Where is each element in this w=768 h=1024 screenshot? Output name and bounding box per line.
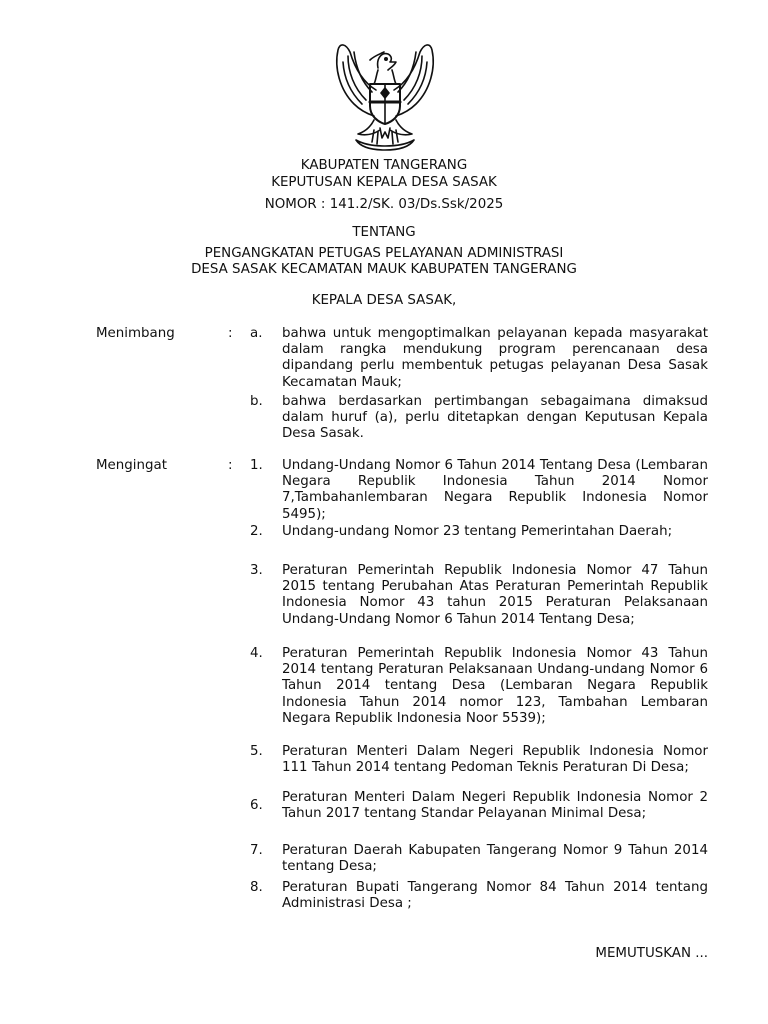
- list-item-text: Peraturan Menteri Dalam Negeri Republik Indonesia Nomor 111 Tahun 2014 tentang Pedoman Teknis Peraturan Di Desa;: [282, 744, 708, 776]
- list-item-marker: 6.: [250, 798, 263, 813]
- list-item-marker: 4.: [250, 646, 263, 661]
- garuda-emblem-icon: [330, 38, 440, 156]
- decree-title: KEPUTUSAN KEPALA DESA SASAK: [271, 175, 497, 190]
- menimbang-label: Menimbang: [96, 326, 175, 341]
- list-item-marker: 7.: [250, 843, 263, 858]
- list-item-text: Undang-Undang Nomor 6 Tahun 2014 Tentang Desa (Lembaran Negara Republik Indonesia Tahun 2014 Nomor 7,Tambahanlembaran Negara Republik Indonesia Nomor 5495);: [282, 458, 708, 522]
- list-item-marker: 3.: [250, 563, 263, 578]
- list-item-text: Peraturan Daerah Kabupaten Tangerang Nomor 9 Tahun 2014 tentang Desa;: [282, 843, 708, 875]
- list-item-marker: b.: [250, 394, 263, 409]
- mengingat-colon: :: [228, 458, 233, 473]
- subject-line-1: PENGANGKATAN PETUGAS PELAYANAN ADMINISTRASI: [204, 246, 564, 261]
- list-item-text: Peraturan Pemerintah Republik Indonesia Nomor 47 Tahun 2015 tentang Perubahan Atas Peraturan Pemerintah Republik Indonesia Nomor 43 tahun 2015 Peraturan Pelaksanaan Undang-Undang Nomor 6 Tahun 2014 Tentang Desa;: [282, 563, 708, 627]
- list-item-text: bahwa berdasarkan pertimbangan sebagaimana dimaksud dalam huruf (a), perlu ditetapkan dengan Keputusan Kepala Desa Sasak.: [282, 394, 708, 442]
- list-item-text: bahwa untuk mengoptimalkan pelayanan kepada masyarakat dalam rangka mendukung program perencanaan desa dipandang perlu membentuk petugas pelayanan Desa Sasak Kecamatan Mauk;: [282, 326, 708, 390]
- list-item-text: Undang-undang Nomor 23 tentang Pemerintahan Daerah;: [282, 524, 673, 539]
- list-item-text: Peraturan Bupati Tangerang Nomor 84 Tahun 2014 tentang Administrasi Desa ;: [282, 880, 708, 912]
- issuer-heading: KEPALA DESA SASAK,: [311, 293, 457, 308]
- mengingat-label: Mengingat: [96, 458, 167, 473]
- list-item-marker: 5.: [250, 744, 263, 759]
- subject-line-2: DESA SASAK KECAMATAN MAUK KABUPATEN TANGERANG: [191, 262, 577, 277]
- regency-name: KABUPATEN TANGERANG: [300, 158, 468, 173]
- list-item-marker: 2.: [250, 524, 263, 539]
- list-item-marker: 1.: [250, 458, 263, 473]
- about-heading: TENTANG: [352, 225, 416, 240]
- list-item-text: Peraturan Pemerintah Republik Indonesia Nomor 43 Tahun 2014 tentang Peraturan Pelaksanaan Undang-undang Nomor 6 Tahun 2014 tentang Desa (Lembaran Negara Republik Indonesia Tahun 2014 nomor 123, Tambahan Lembaran Negara Republik Indonesia Noor 5539);: [282, 646, 708, 726]
- list-item-text: Peraturan Menteri Dalam Negeri Republik Indonesia Nomor 2 Tahun 2017 tentang Standar Pelayanan Minimal Desa;: [282, 790, 708, 822]
- decree-number: NOMOR : 141.2/SK. 03/Ds.Ssk/2025: [264, 197, 504, 212]
- continued-marker: MEMUTUSKAN ...: [595, 946, 708, 961]
- list-item-marker: 8.: [250, 880, 263, 895]
- menimbang-colon: :: [228, 326, 233, 341]
- list-item-marker: a.: [250, 326, 263, 341]
